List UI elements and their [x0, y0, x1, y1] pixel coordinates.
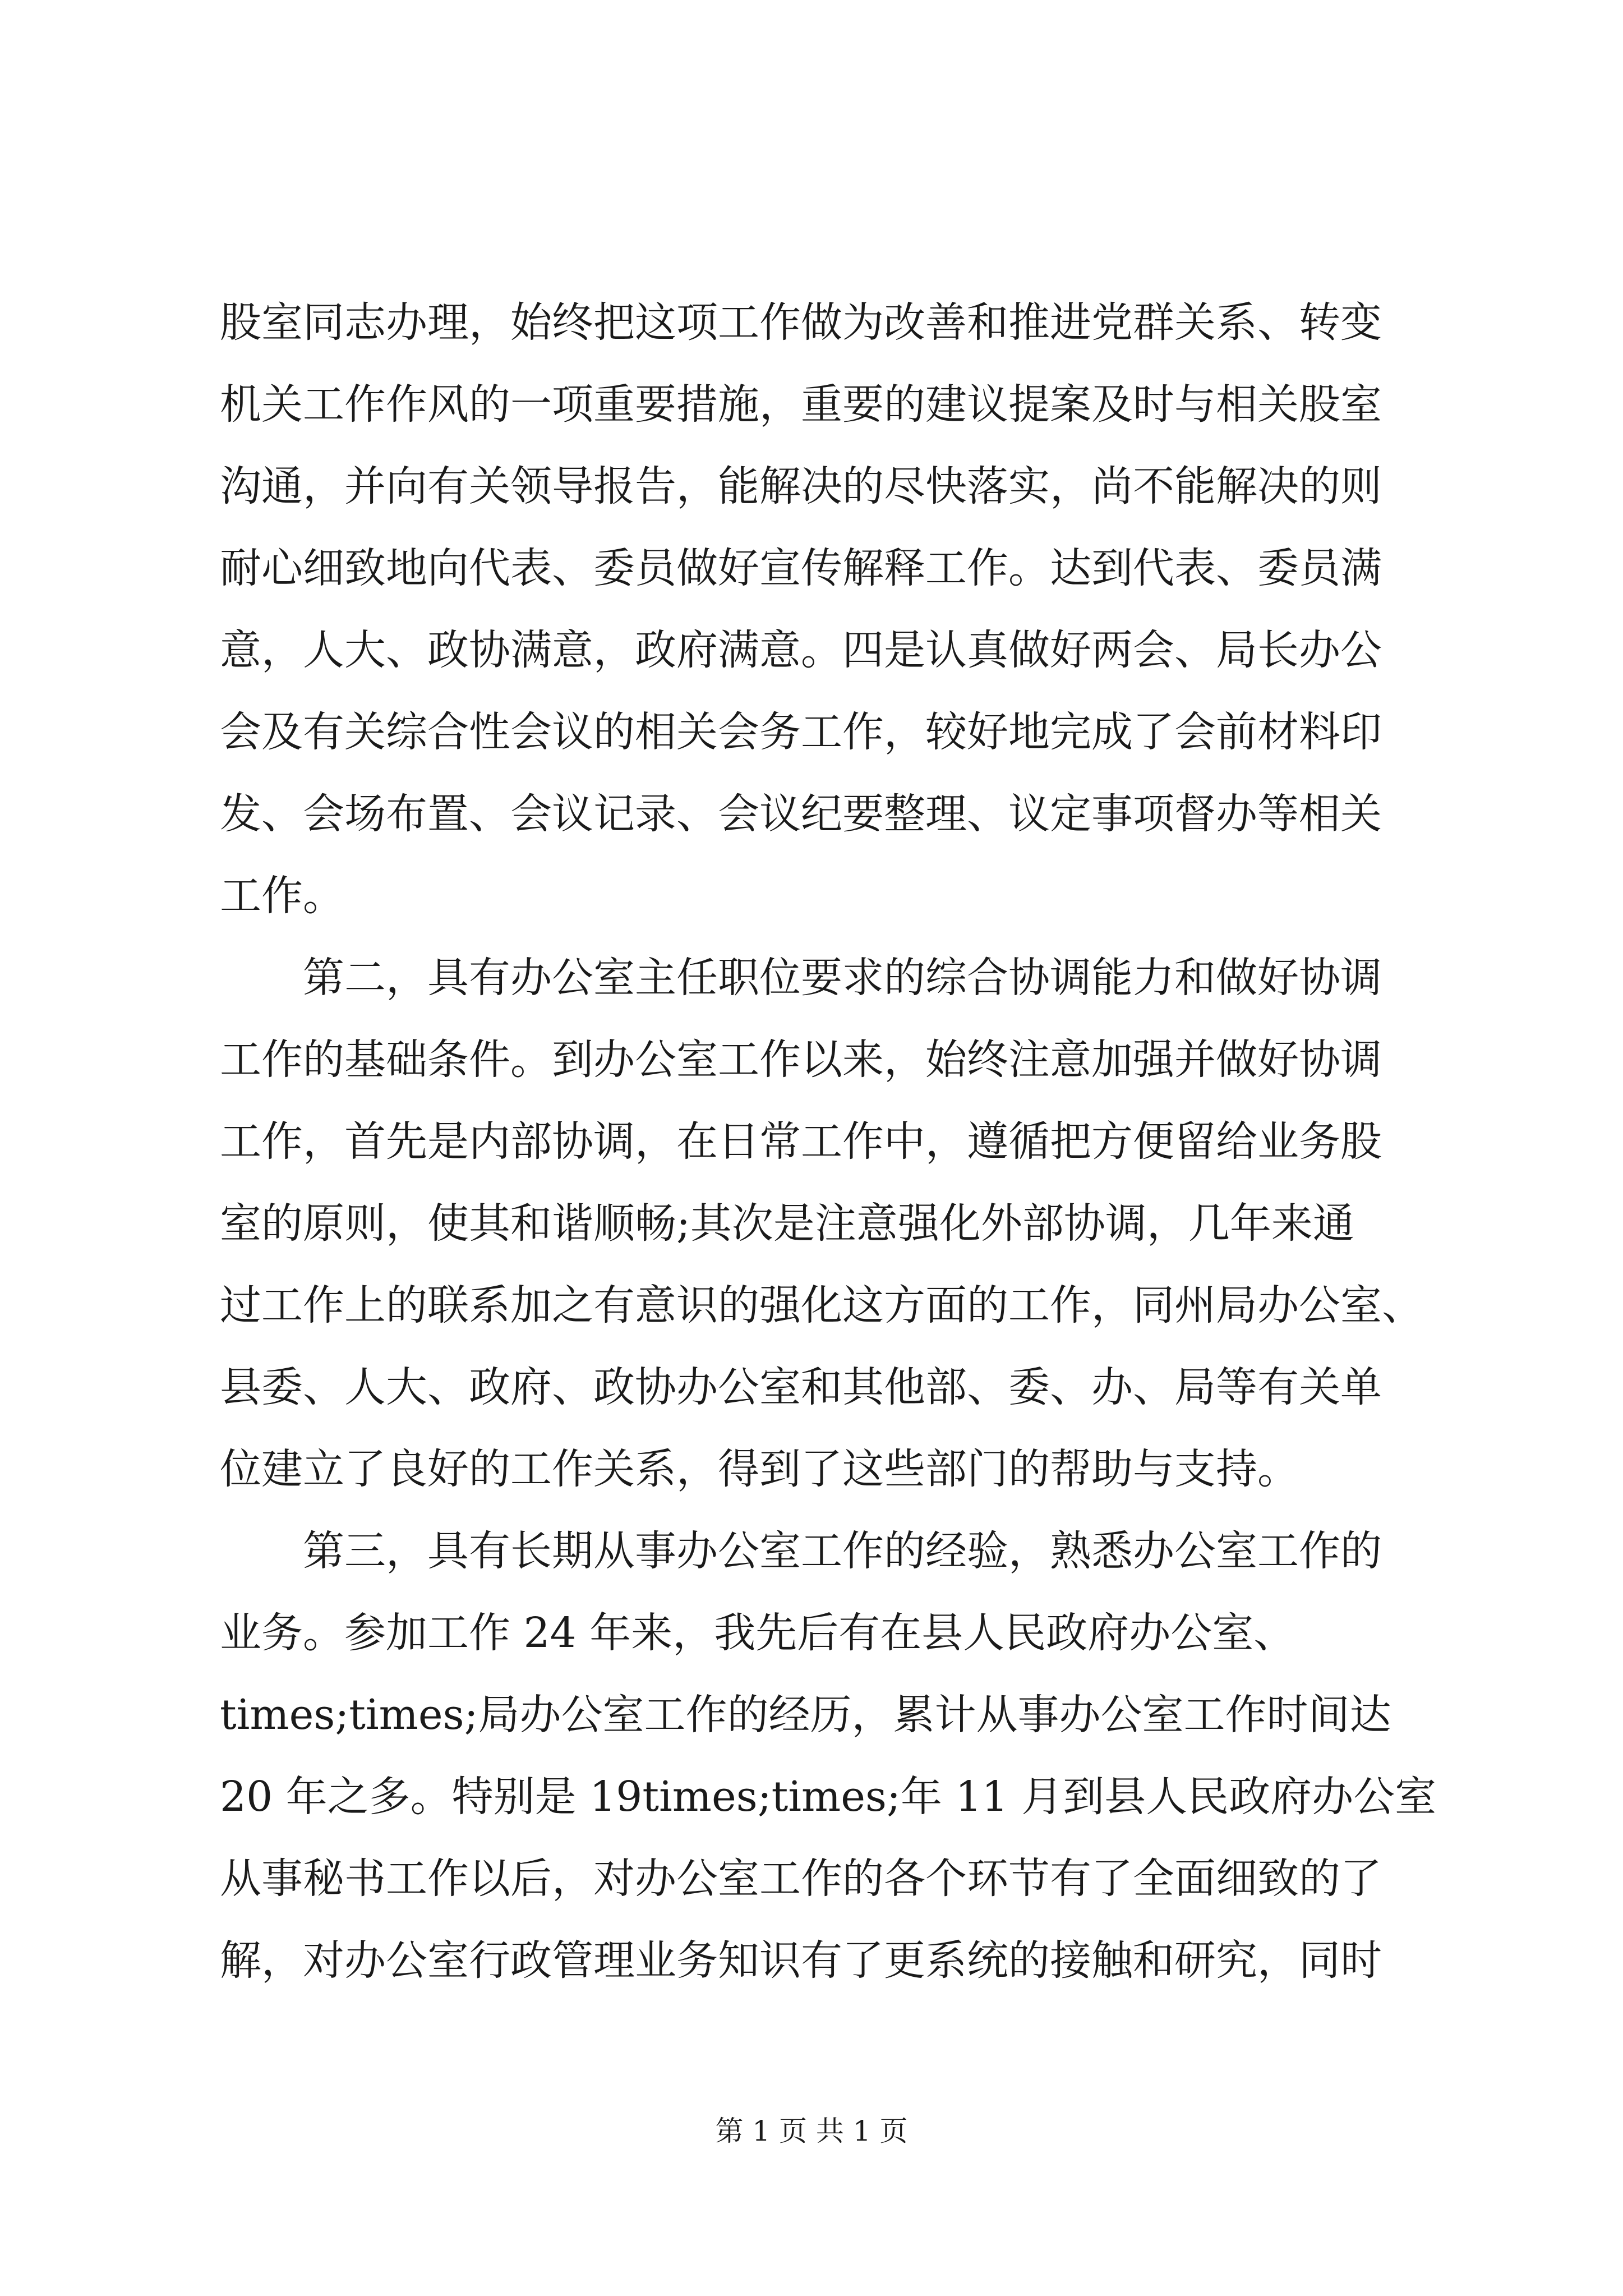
text-line: 位建立了良好的工作关系，得到了这些部门的帮助与支持。	[220, 1445, 1299, 1493]
text-line: 耐心细致地向代表、委员做好宣传解释工作。达到代表、委员满	[220, 544, 1382, 592]
text-line: 过工作上的联系加之有意识的强化这方面的工作，同州局办公室、	[220, 1281, 1423, 1329]
text-line: 工作。	[220, 872, 344, 920]
text-line: 工作的基础条件。到办公室工作以来，始终注意加强并做好协调	[220, 1036, 1382, 1084]
paragraph-start-line: 第二，具有办公室主任职位要求的综合协调能力和做好协调	[303, 954, 1382, 1002]
paragraph-start-line: 第三，具有长期从事办公室工作的经验，熟悉办公室工作的	[303, 1527, 1382, 1575]
text-line: times;times;局办公室工作的经历，累计从事办公室工作时间达	[220, 1691, 1391, 1739]
page-footer: 第 1 页 共 1 页	[715, 2115, 908, 2147]
text-line: 意，人大、政协满意，政府满意。四是认真做好两会、局长办公	[220, 626, 1382, 674]
text-line: 从事秘书工作以后，对办公室工作的各个环节有了全面细致的了	[220, 1855, 1382, 1903]
text-line: 股室同志办理，始终把这项工作做为改善和推进党群关系、转变	[220, 298, 1382, 347]
text-line: 机关工作作风的一项重要措施，重要的建议提案及时与相关股室	[220, 380, 1382, 429]
text-line: 县委、人大、政府、政协办公室和其他部、委、办、局等有关单	[220, 1363, 1382, 1411]
text-line: 会及有关综合性会议的相关会务工作，较好地完成了会前材料印	[220, 708, 1382, 756]
text-line: 解，对办公室行政管理业务知识有了更系统的接触和研究，同时	[220, 1936, 1382, 1985]
text-line: 工作，首先是内部协调，在日常工作中，遵循把方便留给业务股	[220, 1117, 1382, 1166]
text-line: 室的原则，使其和谐顺畅;其次是注意强化外部协调，几年来通	[220, 1199, 1354, 1248]
text-line: 业务。参加工作 24 年来，我先后有在县人民政府办公室、	[220, 1609, 1295, 1657]
text-line: 沟通，并向有关领导报告，能解决的尽快落实，尚不能解决的则	[220, 462, 1382, 510]
text-line: 发、会场布置、会议记录、会议纪要整理、议定事项督办等相关	[220, 790, 1382, 838]
text-line: 20 年之多。特别是 19times;times;年 11 月到县人民政府办公室	[220, 1773, 1437, 1821]
